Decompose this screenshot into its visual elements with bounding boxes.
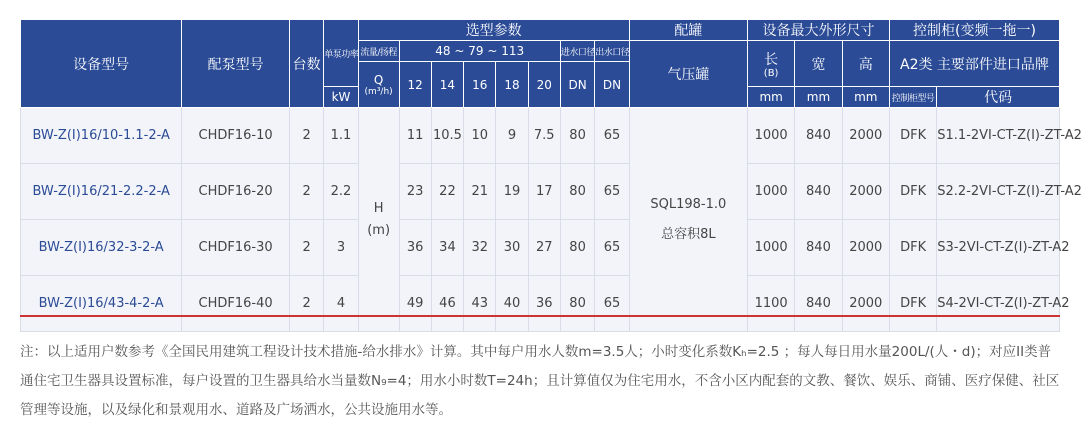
head-value-cell: 7.5 (528, 108, 560, 164)
pump-model-cell: CHDF16-40 (182, 276, 290, 332)
head-value-cell: 17 (528, 164, 560, 220)
head-value-cell: 22 (431, 164, 463, 220)
header-q (358, 62, 399, 108)
device-model-cell: BW-Z(I)16/32-3-2-A (21, 220, 182, 276)
head-value-cell: 19 (496, 164, 528, 220)
header-q-label: Q (373, 72, 384, 87)
cabinet-model-cell: DFK (889, 276, 936, 332)
header-mm-width: mm (795, 87, 842, 108)
footnote: 注：以上适用户数参考《全国民用建筑工程设计技术措施-给水排水》计算。其中每户用水人数m=3.5人；小时变化系数Kₕ=2.5 ；每人每日用水量200L/(人・d)；对应II类普通住宅卫生器具设置标准，每户设置的卫生器具给水当量数N₉=4；用水小时数T=24h；且计算值仅为住宅用水，不含小区内配套的文教、餐饮、娱乐、商铺、医疗保健、社区管理等设施，以及绿化和景观用水、道路及广场洒水，公共设施用水等。 (20, 344, 1060, 418)
cabinet-model-cell: DFK (889, 108, 936, 164)
header-dn-out: DN (595, 62, 629, 108)
header-kw: kW (324, 87, 358, 108)
table-row (21, 108, 1060, 164)
width-cell: 840 (795, 220, 842, 276)
tank-cell (629, 108, 747, 332)
header-mm-length: mm (747, 87, 794, 108)
head-value-cell: 49 (399, 276, 431, 332)
header-row-1 (21, 20, 1060, 41)
header-pump-model: 配泵型号 (182, 20, 290, 108)
code-cell: S2.2-2VI-CT-Z(I)-ZT-A2 (937, 164, 1060, 220)
header-length-sub: (B) (763, 67, 779, 79)
header-width: 宽 (795, 41, 842, 87)
header-flow-range: 48 ~ 79 ~ 113 (399, 41, 560, 62)
dn-in-cell: 80 (560, 220, 594, 276)
power-cell: 4 (324, 276, 358, 332)
code-cell: S3-2VI-CT-Z(I)-ZT-A2 (937, 220, 1060, 276)
length-cell: 1000 (747, 108, 794, 164)
dn-out-cell: 65 (595, 108, 629, 164)
tank-model: SQL198-1.0 (650, 196, 727, 212)
head-value-cell: 23 (399, 164, 431, 220)
header-pressure-tank: 气压罐 (629, 41, 747, 108)
dn-out-cell: 65 (595, 276, 629, 332)
count-cell: 2 (289, 220, 323, 276)
table-row (21, 276, 1060, 332)
head-value-cell: 43 (464, 276, 496, 332)
header-flow-18: 18 (496, 62, 528, 108)
height-cell: 2000 (842, 164, 889, 220)
head-value-cell: 21 (464, 164, 496, 220)
header-flow-20: 20 (528, 62, 560, 108)
head-value-cell: 36 (399, 220, 431, 276)
header-cabinet-model: 控制柜型号 (889, 87, 936, 108)
cabinet-model-cell: DFK (889, 220, 936, 276)
header-flow-12: 12 (399, 62, 431, 108)
width-cell: 840 (795, 164, 842, 220)
count-cell: 2 (289, 164, 323, 220)
header-height: 高 (842, 41, 889, 87)
header-max-dims: 设备最大外形尺寸 (747, 20, 889, 41)
header-pump-power: 单泵功率 (324, 20, 358, 87)
head-value-cell: 40 (496, 276, 528, 332)
header-length-label: 长 (764, 51, 779, 68)
pump-model-cell: CHDF16-10 (182, 108, 290, 164)
width-cell: 840 (795, 108, 842, 164)
header-q-unit: (m³/h) (364, 86, 393, 97)
length-cell: 1100 (747, 276, 794, 332)
header-dn-in: DN (560, 62, 594, 108)
power-cell: 2.2 (324, 164, 358, 220)
header-cabinet-class: A2类 主要部件进口品牌 (889, 41, 1059, 87)
count-cell: 2 (289, 108, 323, 164)
header-outlet: 出水口径 (595, 41, 629, 62)
header-flow-16: 16 (464, 62, 496, 108)
head-value-cell: 36 (528, 276, 560, 332)
height-cell: 2000 (842, 108, 889, 164)
code-cell: S4-2VI-CT-Z(I)-ZT-A2 (937, 276, 1060, 332)
cabinet-model-cell: DFK (889, 164, 936, 220)
device-model-cell: BW-Z(I)16/43-4-2-A (21, 276, 182, 332)
power-cell: 1.1 (324, 108, 358, 164)
length-cell: 1000 (747, 164, 794, 220)
dn-out-cell: 65 (595, 220, 629, 276)
length-cell: 1000 (747, 220, 794, 276)
accent-divider (20, 315, 1060, 317)
head-value-cell: 46 (431, 276, 463, 332)
height-cell: 2000 (842, 276, 889, 332)
header-device-model: 设备型号 (21, 20, 182, 108)
spec-table (20, 19, 1082, 332)
device-model-cell: BW-Z(I)16/21-2.2-2-A (21, 164, 182, 220)
power-cell: 3 (324, 220, 358, 276)
device-model-cell: BW-Z(I)16/10-1.1-2-A (21, 108, 182, 164)
header-mm-height: mm (842, 87, 889, 108)
head-value-cell: 30 (496, 220, 528, 276)
dn-in-cell: 80 (560, 164, 594, 220)
width-cell: 840 (795, 276, 842, 332)
dn-in-cell: 80 (560, 108, 594, 164)
header-tank: 配罐 (629, 20, 747, 41)
head-value-cell: 32 (464, 220, 496, 276)
head-label: H (373, 200, 384, 216)
head-value-cell: 27 (528, 220, 560, 276)
tank-volume: 总容积8L (661, 226, 716, 242)
header-flow-14: 14 (431, 62, 463, 108)
header-selection-params: 选型参数 (358, 20, 629, 41)
code-cell: S1.1-2VI-CT-Z(I)-ZT-A2 (937, 108, 1060, 164)
pump-model-cell: CHDF16-30 (182, 220, 290, 276)
head-value-cell: 11 (399, 108, 431, 164)
head-unit: (m) (367, 222, 391, 238)
table-row (21, 164, 1060, 220)
table-row (21, 220, 1060, 276)
header-code: 代码 (937, 87, 1060, 108)
header-control-cabinet: 控制柜(变频一拖一) (889, 20, 1059, 41)
header-length (747, 41, 794, 87)
head-value-cell: 9 (496, 108, 528, 164)
head-value-cell: 10.5 (431, 108, 463, 164)
pump-model-cell: CHDF16-20 (182, 164, 290, 220)
header-flow-note: 流量/扬程 (358, 41, 399, 62)
spec-table-container (20, 19, 1082, 332)
count-cell: 2 (289, 276, 323, 332)
height-cell: 2000 (842, 220, 889, 276)
dn-in-cell: 80 (560, 276, 594, 332)
head-value-cell: 10 (464, 108, 496, 164)
head-label-cell (358, 108, 399, 332)
header-count: 台数 (289, 20, 323, 108)
head-value-cell: 34 (431, 220, 463, 276)
dn-out-cell: 65 (595, 164, 629, 220)
header-inlet: 进水口径 (560, 41, 594, 62)
